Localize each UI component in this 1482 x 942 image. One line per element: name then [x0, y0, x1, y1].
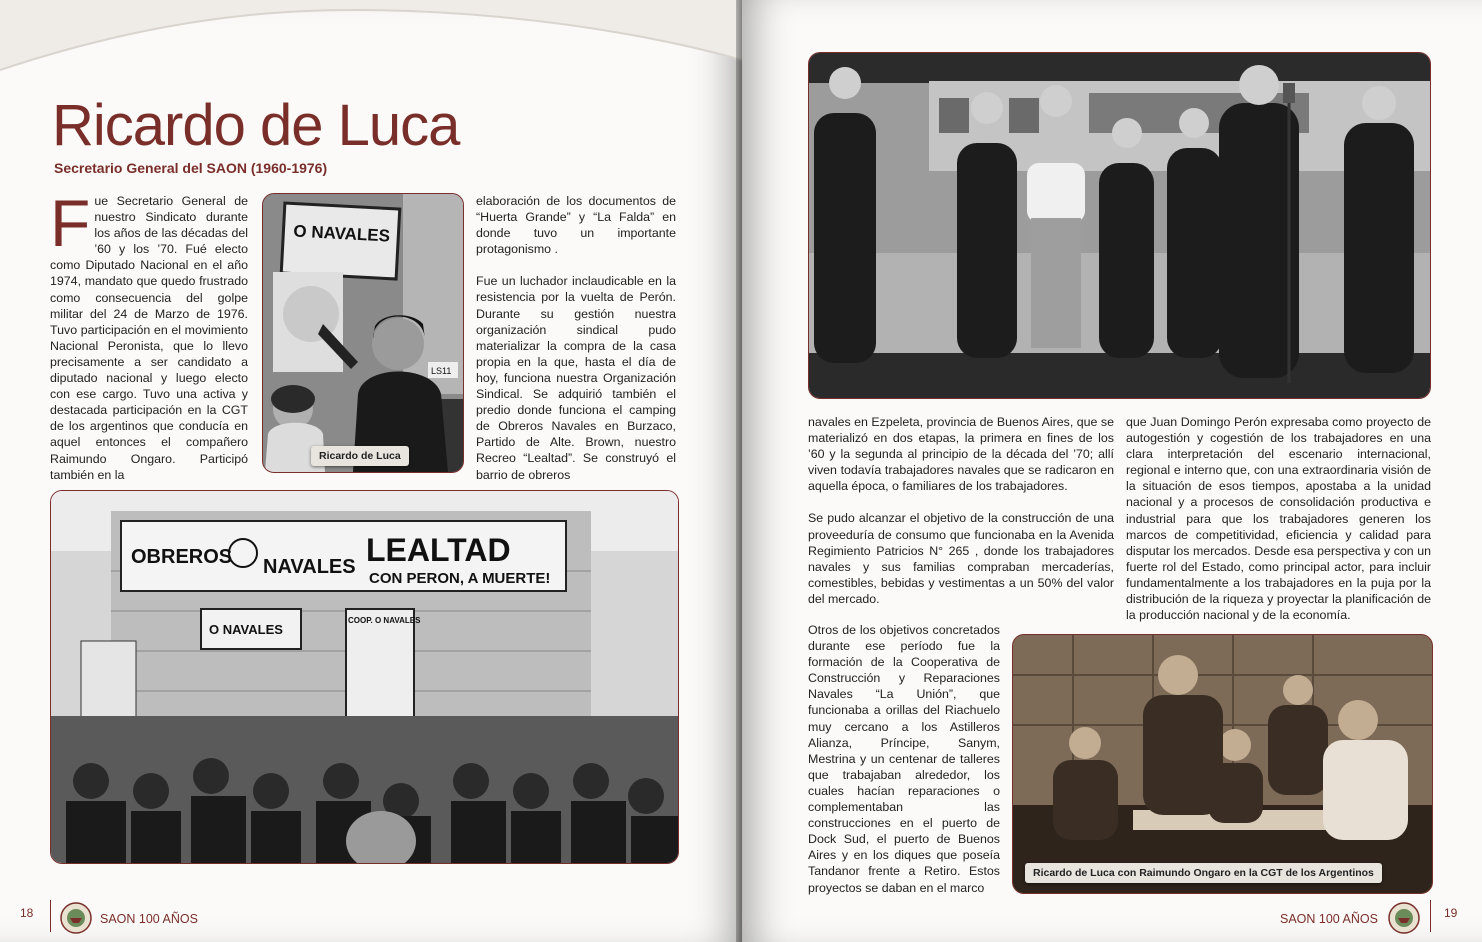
left-column-2 — [476, 193, 676, 499]
col2-paragraph-2: Fue un luchador inclaudicable en la resistencia por la vuelta de Perón. Durante su gestión nuestra organización sindical pudo materializar la compra de la casa propia en la que, hasta el día de hoy, funciona nuestra Organización Sindical. Se adquirió también el predio donde funciona el camping de Obreros Navales en Burzaco, Partido de Alte. Brown, nuestro Recreo “Lealtad”. Se construyó el barrio de obreros — [476, 274, 676, 482]
photo3-caption: Ricardo de Luca con Raimundo Ongaro en la CGT de los Argentinos — [1025, 863, 1382, 883]
saon-seal-icon — [60, 902, 92, 934]
photo1-caption: Ricardo de Luca — [311, 446, 409, 466]
photo-ricardo-illustration — [263, 194, 463, 472]
footer-label-left: SAON 100 AÑOS — [100, 912, 198, 926]
banner-con-peron: CON PERON, A MUERTE! — [369, 570, 551, 587]
banner-obreros: OBREROS — [131, 546, 233, 568]
col2-paragraph-1: elaboración de los documentos de “Huerta Grande” y “La Falda” en donde tuvo un importante protagonismo . — [476, 194, 676, 257]
right-col1-paragraph-2: Se pudo alcanzar el objetivo de la construcción de una proveeduría de consumo que funcionaba en la Avenida Regimiento Patricios N° 265 , donde los trabajadores navales y sus familias compraban mercaderías, comestibles, bebidas y vestimentas a un 50% del valor del mercado. — [808, 511, 1114, 606]
article-subtitle: Secretario General del SAON (1960-1976) — [54, 160, 328, 176]
right-column-2 — [1126, 414, 1431, 639]
right-column-1-lower — [808, 622, 1000, 912]
photo-rally-illustration — [51, 491, 678, 863]
sign-o-navales-2: O NAVALES — [209, 622, 283, 637]
photo-ricardo-de-luca — [262, 193, 464, 473]
sign-coop-navales: COOP. O NAVALES — [348, 616, 421, 625]
banner-navales: NAVALES — [263, 556, 356, 578]
photo-group-speech — [808, 52, 1431, 399]
footer-rule-right — [1430, 900, 1431, 932]
right-col1-paragraph-3: Otros de los objetivos concretados durante ese período fue la formación de la Cooperativa de Construcción y Reparaciones Navales “La Unión”, que funcionaba a orillas del Riachuelo muy cercano a los Astilleros Alianza, Príncipe, Sanym, Mestrina y un centenar de talleres que trabajaban alrededor, los cuales hacían reparaciones o complementaban las construcciones en el puerto de Dock Sud, el puerto de Buenos Aires y en los diques que poseía Tandanor frente a Retiro. Estos proyectos se daban en el marco — [808, 623, 1000, 895]
left-column-1 — [50, 186, 248, 483]
col1-text: ue Secretario General de nuestro Sindicato durante los años de las décadas del ’60 y los ’70. Fué electo como Diputado Nacional en el año 1974, mandato que quedo frustrado como consecuencia del golpe militar del 24 de Marzo de 1976. Tuvo participación en el movimiento Nacional Peronista, que lo llevo precisamente a ser candidato a diputado nacional y luego electo con ese cargo. Tuvo una activa y destacada participación en la CGT de los argentinos que conducía en aquel entonces el compañero Raimundo Ongaro. Participó también en la — [50, 194, 248, 482]
right-column-1 — [808, 414, 1114, 623]
article-title: Ricardo de Luca — [52, 93, 460, 158]
saon-seal-icon-right — [1388, 902, 1420, 934]
footer-rule-left — [50, 900, 51, 932]
photo-meeting-cgt — [1012, 634, 1433, 894]
sign-o-navales: O NAVALES — [292, 221, 391, 246]
drop-cap: F — [50, 186, 91, 260]
mic-label: LS11 — [431, 366, 452, 376]
footer-label-right: SAON 100 AÑOS — [1280, 912, 1378, 926]
right-col2-paragraph: que Juan Domingo Perón expresaba como proyecto de autogestión y cogestión de los trabajadores en una clara interpretación del escenario internacional, regional e interno que, con una extraordinaria visión de la situación de esos tiempos, apostaba a la unidad nacional y a procesos de consolidación productiva e industrial para que los trabajadores generen los marcos de competitividad, eficiencia y calidad para disputar los mercados. Desde esa perspectiva y con un fuerte rol del Estado, como principal actor, para incluir fundamentalmente a los trabajadores en la puja por la distribución de la riqueza y proyectar la planificación de la producción nacional y de la economía. — [1126, 415, 1431, 623]
right-page — [742, 0, 1482, 942]
page-number-left: 18 — [20, 906, 34, 920]
photo-meeting-illustration — [1013, 635, 1432, 893]
photo-group-illustration — [809, 53, 1430, 398]
photo-rally-lealtad — [50, 490, 679, 864]
banner-lealtad: LEALTAD — [366, 532, 511, 568]
right-col1-paragraph-1: navales en Ezpeleta, provincia de Buenos Aires, que se materializó en dos etapas, la primera en fines de los ’60 y la segunda al principio de la década del ’70; allí viven todavía trabajadores navales que se radicaron en aquella época, o familiares de los trabajadores. — [808, 415, 1114, 494]
page-number-right: 19 — [1444, 906, 1458, 920]
